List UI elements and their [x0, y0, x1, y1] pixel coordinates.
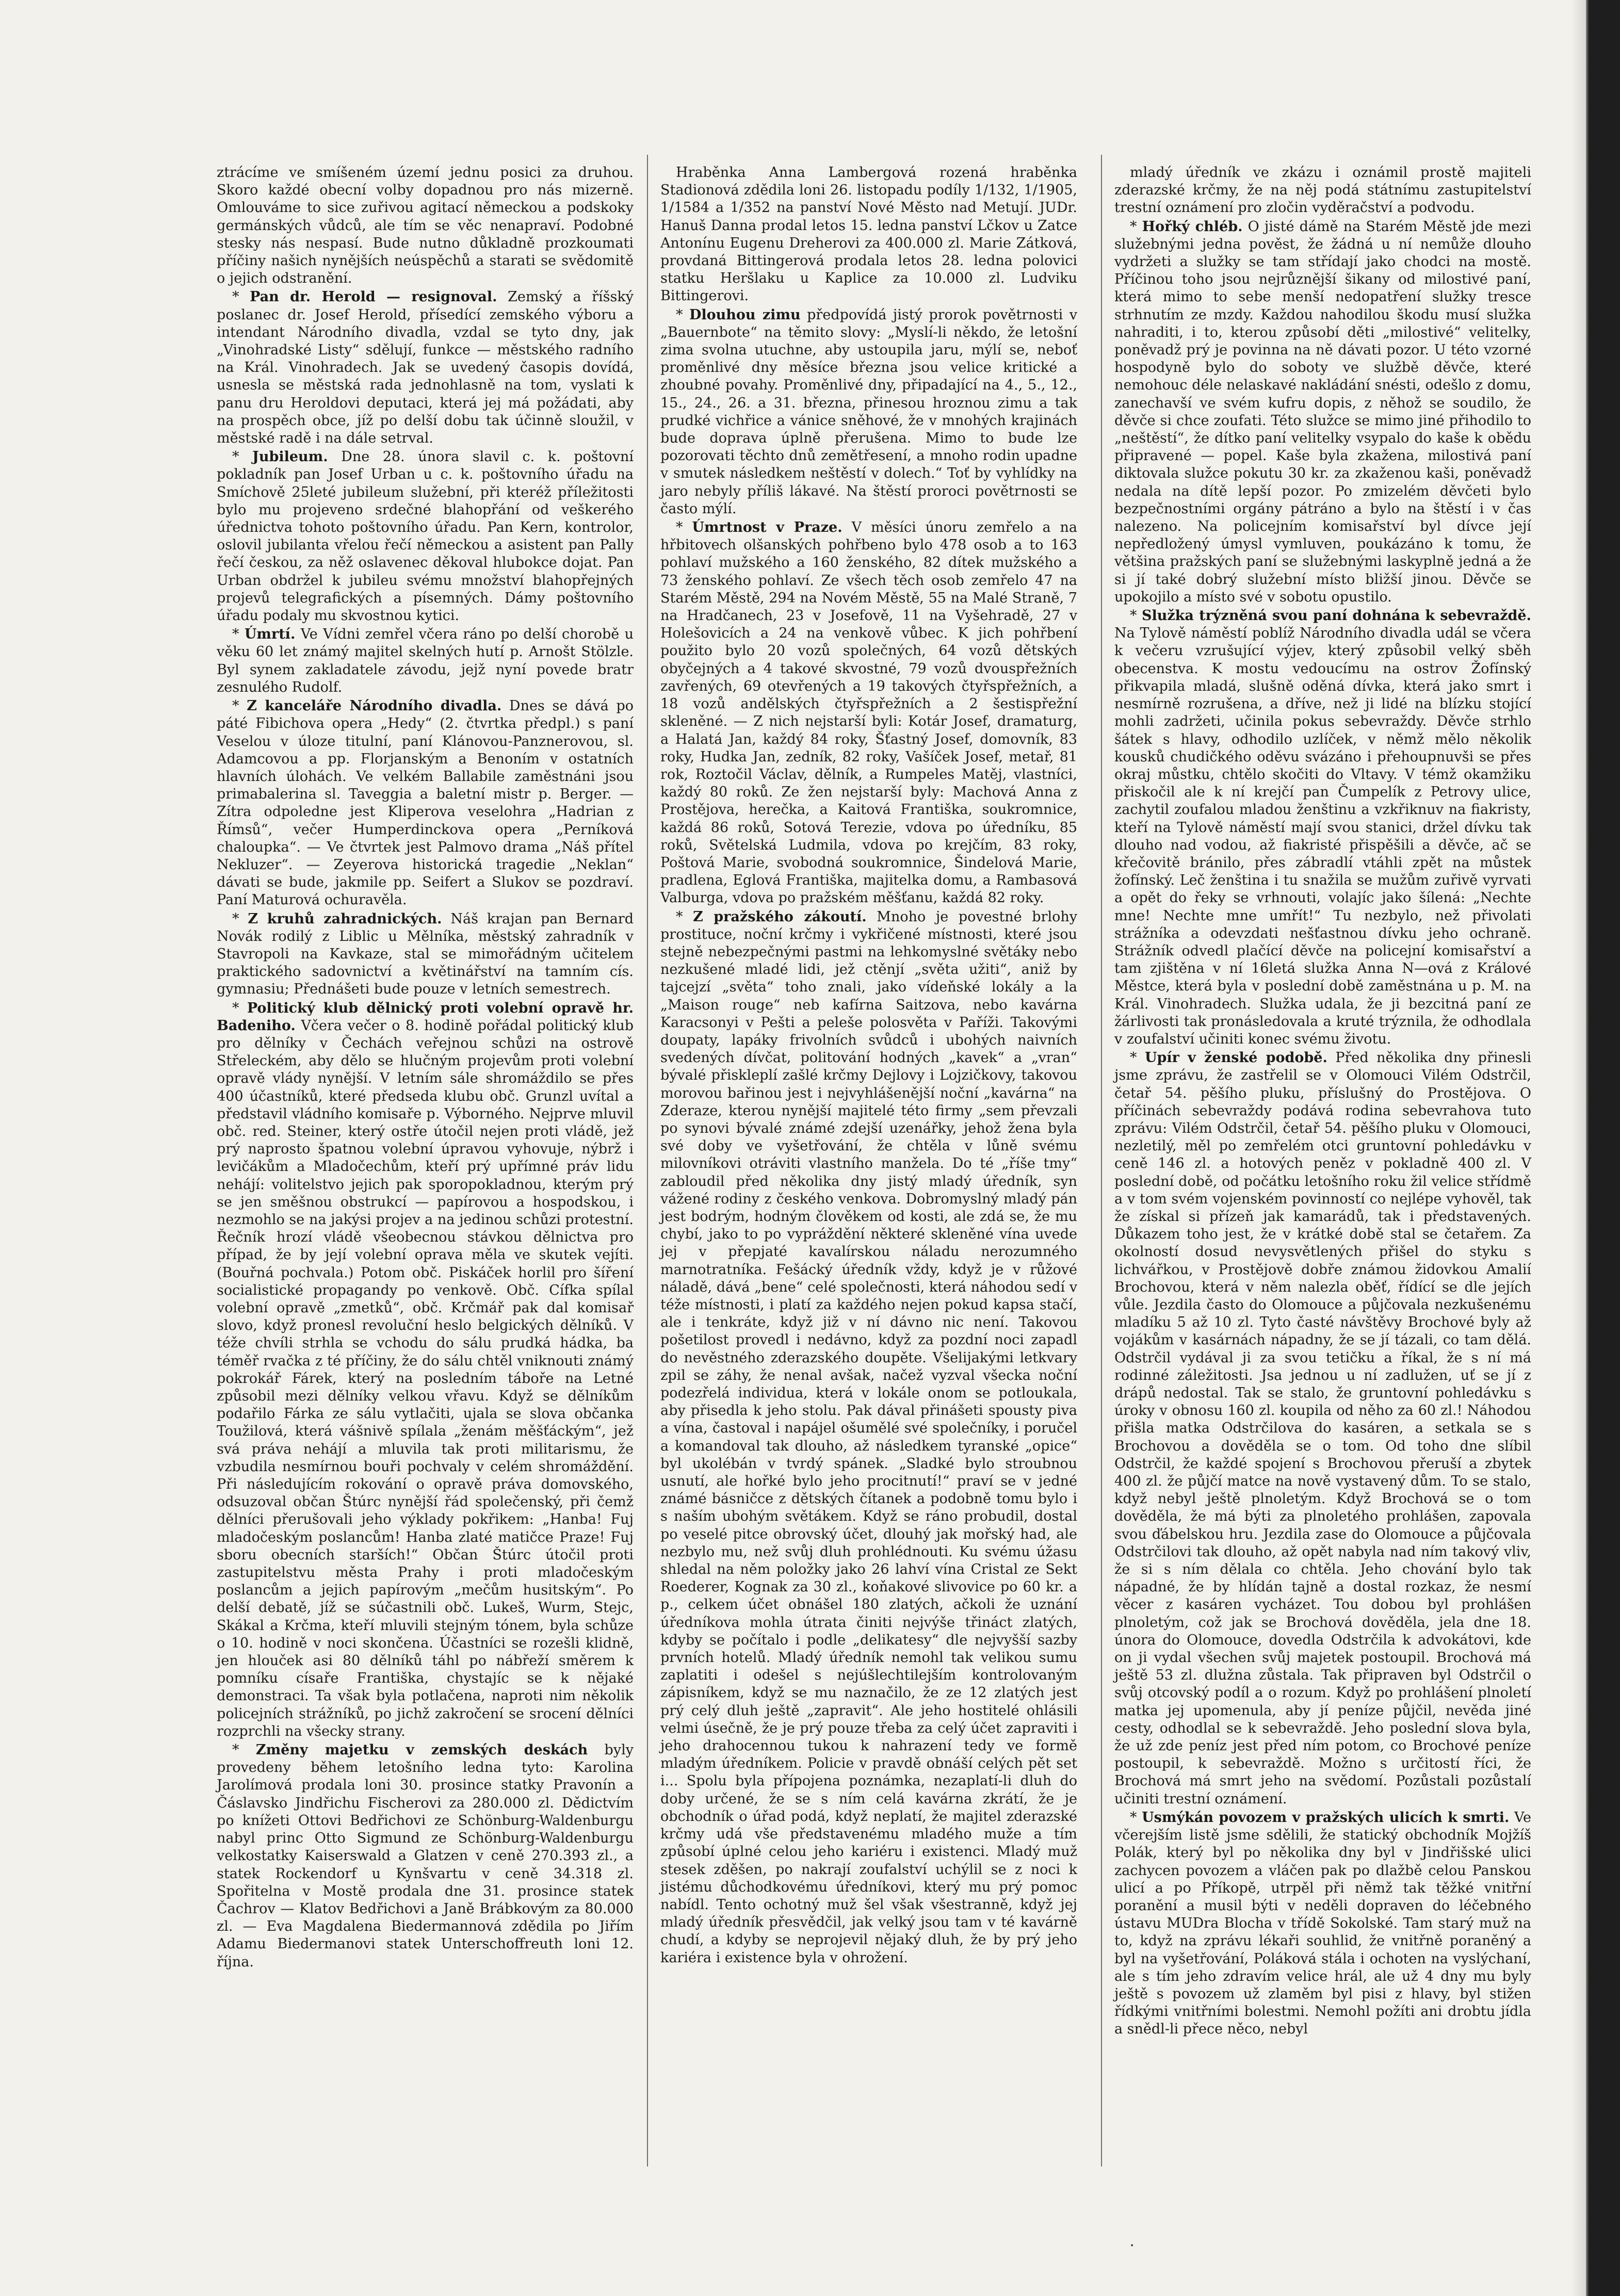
news-item-headline: Z pražského zákoutí.	[693, 908, 867, 925]
news-item-headline: Hořký chléb.	[1142, 218, 1243, 235]
column-divider	[1101, 155, 1102, 2167]
news-item-text: mladý úředník ve zkázu i oznámil prostě majiteli zderazské krčmy, že na něj podá státnímu zastupitelství trestní oznámení pro zločin vyděračství a podvodu.	[1114, 165, 1531, 216]
news-item	[217, 626, 634, 696]
news-item-bullet: *	[1130, 608, 1142, 624]
news-item-bullet: *	[232, 289, 250, 305]
news-item-headline: Změny majetku v zemských deskách	[255, 1742, 588, 1758]
news-item-text: Před několika dny přinesli jsme zprávu, že zastřelil se v Olomouci Vilém Odstrčil, četař 54. pěšího pluku, příslušný do Prostějova. O příčinách sebevraždy podává rodina sebevrahova tuto zprávu: Vilém Odstrčil, četař 54. pěšího pluku v Olomouci, nezletilý, měl po zemřelém otci gruntovní pohledávku v ceně 146 zl. a hotových peněz v pokladně 400 zl. V poslední době, od počátku letošního roku žil velice střídmě a v tom svém vojenském povinností co nejlépe vyhověl, tak že získal si přízeň jak kamarádů, tak i představených. Důkazem toho jest, že v krátké době stal se četařem. Za okolností dosud nevysvětlených přišel do styku s lichvářkou, v Prostějově dobře známou židovkou Amalií Brochovou, která v něm nalezla oběť, řídící se dle jejích vůle. Jezdila často do Olomouce a půjčovala nezkušenému mladíku 5 až 10 zl. Tyto časté návštěvy Brochové byly až vojákům v kasárnách nápadny, že se jí tázali, co tam dělá. Odstrčil vydával ji za svou tetičku a říkal, že s ní má rodinné záležitosti. Jsa jednou u ní zadlužen, uť se jí z drápů nedostal. Tak se stalo, že gruntovní pohledávku s úroky v obnosu 160 zl. koupila od něho za 60 zl.! Náhodou přišla matka Odstrčilova do kasáren, a setkala se s Brochovou a dověděla se o tom. Od toho dne slíbil Odstrčil, že každé spojení s Brochovou přeruší a zbytek 400 zl. že půjčí matce na nově vystavený dům. To se stalo, když nebyl ještě plnoletým. Když Brochová se o tom dověděla, že má býti za plnoletého prohlášen, zapovala svou ďábelskou hru. Jezdila zase do Olomouce a půjčovala Odstrčilovi tak dlouho, až opět nabyla nad ním takový vliv, že si s ním dělala co chtěla. Jeho chování bylo tak nápadné, že by hlídán tajně a dostal rozkaz, že nesmí věcer z kasáren vycházet. Tou dobou byl prohlášen plnoletým, což jak se Brochová dověděla, jela dne 18. února do Olomouce, dovedla Odstrčila k advokátovi, kde on ji vydal všechen svůj majetek postoupil. Brochová má ještě 53 zl. dlužna zůstala. Tak připraven byl Odstrčil o svůj otcovský podíl a o rozum. Když po prohlášení plnoletí matka jej upomenula, aby jí peníze půjčil, nevěda jiné cesty, odhodlal se k sebevraždě. Jeho poslední slova byla, že už zde peníz jest před ním potom, co Brochové peníze postoupil, k sebevraždě. Možno s určitostí říci, že Brochová má smrt jeho na svědomí. Pozůstali pozůstalí učiniti trestní oznámení.	[1114, 1050, 1531, 1807]
article-column-3	[1114, 164, 1531, 2039]
news-item-text: předpovídá jistý prorok povětrnosti v „Bauernbote“ na těmito slovy: „Myslí-li někdo, že letošní zima svolna utuchne, aby ustoupila jaru, mýlí se, neboť proměnlivé dny měsíce března jsou velice kritické a zhoubné povahy. Proměnlivé dny, připadající na 4., 5., 12., 15., 24., 26. a 31. března, přinesou hroznou zimu a tak prudké vichřice a vánice sněhové, že v mnohých krajinách bude doprava úplně přerušena. Mimo to bude lze pozorovati těchto dnů zemětřesení, a mnoho rodin upadne v smutek následkem neštěstí v dolech.“ Toť by vyhlídky na jaro nebyly příliš lákavé. Na štěstí proroci povětrnosti se často mýlí.	[660, 306, 1077, 517]
news-item	[660, 164, 1077, 305]
news-item	[1114, 1809, 1531, 2039]
news-item	[217, 164, 634, 287]
news-item-text: byly provedeny během letošního ledna tyto: Karolina Jarolímová prodala loni 30. prosince statky Pravonín a Čáslavsko Jindřichu Fischerovi za 280.000 zl. Dědictvím po knížeti Ottovi Bedřichovi ze Schönburg-Waldenburgu nabyl princ Otto Sigmund ze Schönburg-Waldenburgu velkostatky Kaiserswald a Glatzen v ceně 270.393 zl., a statek Rockendorf u Kynšvartu v ceně 34.318 zl. Spořitelna v Mostě prodala dne 31. prosince statek Čachrov — Klatov Bedřichovi a Janě Brábkovým za 80.000 zl. — Eva Magdalena Biedermannová zdědila po Jiřím Adamu Biedermanovi statek Unterschoffreuth loni 12. října.	[217, 1742, 634, 1970]
news-item	[217, 448, 634, 625]
page-gutter-shadow	[1570, 0, 1586, 2296]
news-item	[1114, 218, 1531, 606]
news-item-text: Dnes se dává po páté Fibichova opera „Hedy“ (2. čtvrtka předpl.) s paní Veselou v úloze titulní, paní Klánovou-Panznerovou, sl. Adamcovou a pp. Florjanským a Benoním v ostatních hlavních úlohách. Ve velkém Ballabile zaměstnáni jsou primabalerina sl. Taveggia a baletní mistr p. Berger. — Zítra odpoledne jest Kliperova veselohra „Hadrian z Římsů“, večer Humperdinckova opera „Perníková chaloupka“. — Ve čtvrtek jest Palmovo drama „Náš přítel Nekluzer“. — Zeyerova historická tragedie „Neklan“ dávati se bude, jakmile pp. Seifert a Slukov se pozdraví. Paní Maturová ochuravěla.	[217, 698, 634, 908]
news-item	[217, 288, 634, 447]
news-item	[660, 306, 1077, 518]
news-item-text: Hraběnka Anna Lambergová rozená hraběnka Stadionová zdědila loni 26. listopadu podíly 1/132, 1/1905, 1/1584 a 1/352 na panství Nové Město nad Metují. JUDr. Hanuš Danna prodal letos 15. ledna panství Lčkov u Zatce Antonínu Eugenu Dreherovi za 400.000 zl. Marie Zátková, provdaná Bittingerová prodala letos 28. ledna polovici statku Heršlaku u Kaplice za 10.000 zl. Ludviku Bittingerovi.	[660, 165, 1077, 304]
news-item-headline: Jubileum.	[252, 449, 328, 465]
news-item	[660, 908, 1077, 1967]
news-item-bullet: *	[676, 306, 689, 323]
scan-border	[1586, 0, 1620, 2296]
news-item-bullet: *	[232, 449, 253, 465]
news-item-headline: Z kruhů zahradnických.	[248, 910, 442, 927]
news-item-bullet: *	[676, 908, 693, 925]
news-item-text: Na Tylově náměstí poblíž Národního divadla udál se včera k večeru vzrušující výjev, který způsobil velký sběh obecenstva. K mostu vedoucímu na ostrov Žofínský přikvapila mladá, slušně oděná dívka, která jako smrt i nesmírně rozrušena, a dříve, než ji lidé na blízku stojící mohli zadržeti, učinila pokus sebevraždy. Děvče strhlo šátek s hlavy, odhodilo uzlíček, v němž mělo několik kousků chudičkého oděvu svázáno i přehoupnuvši se přes okraj můstku, chtělo skočiti do Vltavy. V témž okamžiku přiskočil ale k ní krejčí pan Čumpelík z Petrovy ulice, zachytil zoufalou mladou ženštinu a vzkřiknuv na fiakristy, kteří na Tylově náměstí mají svou stanici, držel dívku tak dlouho nad vodou, až fiakristé přispěšili a děvče, ač se křečovitě bránilo, přes zábradlí vtáhli zpět na můstek žofínský. Leč ženština i tu snažila se mužům zuřivě vyrvati a opět do řeky se vrhnouti, volajíc jako šílená: „Nechte mne! Nechte mne umřít!“ Tu nezbylo, než přivolati strážníka a odevzdati nešťastnou dívku jeho ochraně. Strážník odvedl plačící děvče na policejní komisařství a tam zjištěna v ní 16letá služka Anna N—ová z Králové Městce, která byla v poslední době zaměstnána u p. M. na Král. Vinohradech. Služka udala, že ji bezcitná paní ze žárlivosti tak pronásledovala a kruté trýznila, že odhodlala v zoufalství učiniti konec svému životu.	[1114, 625, 1531, 1047]
news-item	[217, 1741, 634, 1971]
news-item-text: Ve včerejším listě jsme sdělili, že statický obchodník Mojžíš Polák, který byl po několika dny byl v Jindřišské ulici zachycen povozem a vláčen pak po dlažbě celou Panskou ulicí a po Příkopě, utrpěl při němž tak těžké vnitřní poranění a musil býti v neděli dopraven do léčebného ústavu MUDra Blocha v třídě Sokolské. Tam starý muž na to, když na zprávu lékaři souhlid, že vnitřně poraněný a byl na vyšetřování, Poláková stála i ochoten na vyslýchaní, ale s tím jeho zdravím velice hrál, ale už 4 dny mu byly ještě s povozem už zlaměm byl pisi z hlavy, byl stižen řídkými vnitřními bolestmi. Nemohl požíti ani drobtu jídla a snědl-li přece něco, nebyl	[1114, 1809, 1531, 2038]
news-item-text: Mnoho je povestné brlohy prostituce, noční krčmy i vykřičené místnosti, které jsou stejně nebezpečnými pastmi na lehkomyslné světáky nebo nezkušené mladé lidi, jež ctěnjí „světa užiti“, aniž by tajcejzí „světa“ toho znali, jako vídeňské lokály a la „Maison rouge“ neb kafírna Saitzova, nebo kavárna Karacsonyi v Pešti a peleše polosvěta v Paříži. Takovými doupaty, lapáky frivolních svůdců i ubohých naivních svedených dívčat, politování hodných „kavek“ a „vran“ bývalé přiskleplí zašlé krčmy Dejlovy i Lojzičkovy, takovou morovou bařinou jest i nejvyhlášenější noční „kavárna“ na Zderaze, kterou nynější majitelé této firmy „sem převzali po synovi bývalé známé zdejší uzenářky, jehož žena byla své doby ve vyšetřování, že chtěla v lůně svému milovníkovi otráviti vlastního manžela. Do té „říše tmy“ zabloudil před několika dny jistý mladý úředník, syn vážené rodiny z českého venkova. Dobromyslný mladý pán jest bodrým, hodným člověkem od kosti, ale zdá se, že mu chybí, jako to po vypráždění některé skleněné vína uvede jej v přepjaté kavalírskou náladu nerozumného marnotratníka. Fešácký úředník vždy, když je v růžové náladě, dává „bene“ celé společnosti, která náhodou sedí v téže místnosti, i platí za každého nejen pokud kapsa stačí, ale i tenkráte, když již v ní dávno nic není. Takovou pošetilost provedl i nedávno, když za pozdní noci zapadl do nevěstného zderazského doupěte. Všelijakými letkvary zpil se záhy, že nenal avšak, načež vyzval všecka noční podezřelá individua, která v lokále onom se potloukala, aby přisedla k jeho stolu. Pak dával přinášeti spousty piva a vína, častoval i napájel ošumělé své společníky, i poručel a komandoval tak dlouho, až následkem tyranské „opice“ byl ukolébán v tvrdý spánek. „Sladké bylo stroubnou usnutí, ale hořké bylo jeho procitnutí!“ praví se v jedné známé básničce z dětských čítanek a podobně tomu bylo i s naším ubohým světákem. Když se ráno probudil, dostal po veselé pitce obrovský účet, dlouhý jak mořský had, ale nezbylo mu, než svůj dluh prohlédnouti. Ku svému úžasu shledal na něm položky jako 26 lahví vína Cristal ze Sekt Roederer, Kognak za 30 zl., koňakové slivovice po 60 kr. a p., celkem účet obnášel 180 zlatých, ačkoli že uznání úředníkova mohla útrata činiti nejvýše třináct zlatých, kdyby se počítalo i podle „delikatesy“ dle nejvyšší sazby prvních hotelů. Mladý úředník nemohl tak velikou sumu zaplatiti i odešel s nejúšlechtilejším kontrolovaným zápisníkem, když se mu naznačilo, že ze 12 zlatých jest prý celý dluh ještě „zapravit“. Ale jeho hostitelé ohlásili velmi úsečně, že je prý pouze třeba za celý účet zapraviti i jeho drahocennou tukou k nahrazení tedy ve formě mladým úředníkem. Policie v pravdě obnáší celých pět set i... Spolu byla přípojena poznámka, nezaplatí-li dluh do doby určené, že se s ním celá kavárna zkrátí, že je obchodník o úřad podá, když neplatí, že majitel zderazské krčmy udá vše představenému mladého muže a tím způsobí úplné celou jeho kariéru i existenci. Mladý muž stesek zděšen, po nakrají zoufalství uchýlil se z noci k jistému důchodkovému úředníkovi, který mu prý pomoc nabídl. Tento ochotný muž šel však všestranně, když jej mladý úředník přesvědčil, jak velký jsou tam v té kavárně chudí, a kdyby se neprojevil nějaký dluh, že by prý jeho kariéra i existence byla v ohrožení.	[660, 908, 1077, 1966]
news-item-headline: Úmrtí.	[244, 626, 296, 643]
news-item-headline: Dlouhou zimu	[689, 306, 801, 323]
news-item	[1114, 607, 1531, 1048]
news-item-text: O jisté dámě na Starém Městě jde mezi služebnými jedna pověst, že žádná u ní nemůže dlouho vydržeti a služky se tam střídají jako chodci na mostě. Příčinou toho jsou nejrůznější šikany od milostivé paní, která mimo to sebe menší nedopatření služky tresce strhnutím ze mzdy. Každou nahodilou škodu musí služka nahraditi, i to, kterou způsobí děti „milostivé“ velitelky, poněvadž prý je povinna na ně dávati pozor. U této vzorné hospodyně bylo do soboty ve službě děvče, které nemohouc déle nelaskavé nakládání snésti, odešlo z domu, zanechavší ve svém kufru dopis, z něhož se soudilo, že děvče si chce zoufati. Této služce se mimo jiné přihodilo to „neštěstí“, že dítko paní velitelky vsypalo do kaše k obědu připravené — popel. Kaše byla zkažena, milostivá paní diktovala služce pokutu 30 kr. za zkaženou kaši, poněvadž nedala na dítě lepší pozor. Po zmizelém děvčeti bylo bezpečnostními orgány pátráno a bylo na štěstí i v čas nalezeno. Na policejním komisařství byl dívce její nepředložený úmysl vymluven, poukázáno k tomu, že většina pražských paní se služebnými laskyplně jedná a že si jí také dobrý služební místo bližší jinou. Děvče se upokojilo a místo své v sobotu opustilo.	[1114, 218, 1531, 605]
news-item-bullet: *	[676, 519, 692, 536]
news-item-bullet: *	[232, 1000, 247, 1016]
article-column-2	[660, 164, 1077, 1967]
news-item-bullet: *	[232, 1742, 256, 1758]
news-item-bullet: *	[232, 626, 245, 643]
news-item-headline: Pan dr. Herold — resignoval.	[250, 289, 497, 305]
page-speck: •	[1130, 2242, 1135, 2250]
news-item	[1114, 1049, 1531, 1808]
news-item-headline: Služka trýzněná svou paní dohnána k sebevraždě.	[1141, 608, 1531, 624]
news-item-bullet: *	[232, 910, 248, 927]
news-item	[217, 697, 634, 909]
news-item-headline: Úmrtnost v Praze.	[692, 519, 843, 536]
news-item-headline: Z kanceláře Národního divadla.	[247, 698, 502, 714]
news-item-headline: Politický klub dělnický proti volební opravě hr. Badeniho.	[217, 1000, 634, 1034]
news-item-bullet: *	[1130, 1809, 1142, 1826]
news-item	[660, 519, 1077, 907]
news-item-text: Včera večer o 8. hodině pořádal politický klub pro dělníky v Čechách veřejnou schůzi na ostrově Střeleckém, aby dělo se hlučným projevům proti volební opravě vlády nynější. V letním sále shromáždilo se přes 400 účastníků, které předseda klubu obč. Grunzl uvítal a představil vládního komisaře p. Výborného. Nejprve mluvil obč. red. Steiner, který ostře útočil nejen proti vládě, jež prý naprosto špatnou volební úpravou vyhovuje, nýbrž i levičákům a Mladočechům, kteří prý upřímné práv lidu nehájí: volitelstvo jejich pak sporopokladnou, kterým prý se jen směšnou obstrukcí — papírovou a hospodskou, i nezmohlo se na jakýsi projev a na jedinou schůzi protestní. Řečník hrozí vládě všeobecnou stávkou dělnictva pro případ, že by její volební oprava měla ve skutek vejíti. (Bouřná pochvala.) Potom obč. Piskáček horlil pro šíření socialistické propagandy po venkově. Obč. Cífka spílal volební opravě „zmetků“, obč. Krčmář pak dal komisař slovo, když pronesl revoluční heslo belgických dělníků. V téže chvíli strhla se vchodu do sálu prudká hádka, ba téměř rvačka z té příčiny, že do sálu chtěl vniknouti známý pokrokář Fárek, který na posledním táboře na Letné způsobil mezi dělníky velkou vřavu. Když se dělníkům podařilo Fárka ze sálu vytlačiti, ujala se slova občanka Toužilová, která vášnivě spílala „ženám měšťáckým“, jež svá práva nehájí a mluvila tak proti militarismu, že vzbudila nesmírnou bouři pochvaly v celém shromáždění. Při následujícím rokování o opravě práva domovského, odsuzoval občan Štúrc nynější řád společenský, při čemž dělníci přerušovali jeho výklady pokřikem: „Hanba! Fuj mladočeským poslancům! Hanba zlaté matičce Praze! Fuj sboru obecních starších!“ Občan Štúrc útočil proti zastupitelstvu města Prahy i proti mladočeským poslancům a jejich papírovým „mečům husitským“. Po delší debatě, jíž se súčastnili obč. Lukeš, Wurm, Stejc, Skákal a Krčma, kteří mluvili stejným tónem, byla schůze o 10. hodině v noci skončena. Účastníci se rozešli klidně, jen hlouček asi 80 dělníků táhl po nábřeží směrem k pomníku císaře Františka, chystajíc se k nějaké demonstraci. Ta však byla potlačena, naproti nim několik policejních strážníků, po jichž zakročení se srocení dělníci rozprchli na všecky strany.	[217, 1017, 634, 1739]
news-item-text: V měsíci únoru zemřelo a na hřbitovech olšanských pohřbeno bylo 478 osob a to 163 pohlaví mužského a 160 ženského, 82 dítek mužského a 73 ženského pohlaví. Ze všech těch osob zemřelo 47 na Starém Městě, 294 na Novém Městě, 55 na Malé Straně, 7 na Hradčanech, 23 v Josefově, 11 na Vyšehradě, 27 v Holešovicích a 24 na venkově vůbec. K jich pohřbení použito bylo 20 vozů společných, 64 vozů dětských obyčejných a 4 takové skvostné, 79 vozů dvouspřežních zavřených, 69 otevřených a 19 takových čtyřspřežních, a 18 vozů andělských čtyřspřežních a 2 šestispřežní skleněné. — Z nich nejstarší byli: Kotár Josef, dramaturg, a Halatá Jan, každý 84 roky, Šťastný Josef, domovník, 83 roky, Hudka Jan, zedník, 82 roky, Vašíček Josef, metař, 81 rok, Roztočil Václav, dělník, a Rumpeles Matěj, vlastníci, každý 80 roků. Ze žen nejstarší byly: Machová Anna z Prostějova, herečka, a Kaitová Františka, soukromnice, každá 86 roků, Sotová Terezie, vdova po úředníku, 85 roků, Světelská Ludmila, vdova po krejčím, 83 roky, Poštová Marie, svobodná soukromnice, Šindelová Marie, pradlena, Eglová Františka, majitelka domu, a Rambasová Valburga, vdova po pražském měšťanu, každá 82 roky.	[660, 519, 1077, 906]
news-item	[217, 1000, 634, 1741]
news-item-headline: Usmýkán povozem v pražských ulicích k smrti.	[1142, 1809, 1510, 1826]
news-item-headline: Upír v ženské podobě.	[1144, 1050, 1327, 1066]
article-column-1	[217, 164, 634, 1971]
news-item-text: Dne 28. února slavil c. k. poštovní pokladník pan Josef Urban u c. k. poštovního úřadu na Smíchově 25leté jubileum služební, při kteréž příležitosti bylo mu projeveno srdečné blahopřání od veškerého úřednictva tohoto poštovního úřadu. Pan Kern, kontrolor, oslovil jubilanta vřelou řečí německou a asistent pan Pally řečí českou, za něž oslavenec děkoval hlubokce dojat. Pan Urban obdržel k jubileu svému množství blahopřejných projevů telegrafických a písemných. Dámy poštovního úřadu podaly mu skvostnou kytici.	[217, 449, 634, 624]
news-item-bullet: *	[1130, 1050, 1145, 1066]
column-divider	[647, 155, 648, 2167]
news-item-text: Náš krajan pan Bernard Novák rodilý z Liblic u Mělníka, městský zahradník v Stavropoli na Kavkaze, stal se mimořádným učitelem praktického sadovnictví a květinářství na tamním cís. gymnasiu; Přednášeti bude pouze v letních semestrech.	[217, 910, 634, 998]
news-item	[217, 910, 634, 999]
news-item-text: Ve Vídni zemřel včera ráno po delší chorobě u věku 60 let známý majitel skelných hutí p. Arnošt Stölzle. Byl synem zakladatele závodu, jejž nyní povede bratr zesnulého Rudolf.	[217, 626, 634, 695]
news-item-text: Zemský a říšský poslanec dr. Josef Herold, přísedící zemského výboru a intendant Národního divadla, vzdal se tyto dny, jak „Vinohradské Listy“ sdělují, funkce — městského radního na Král. Vinohradech. Jak se uvedený časopis dovídá, usnesla se městská rada jednohlasně na tom, vyslati k panu dru Heroldovi deputaci, která jej má požádati, aby na prospěch obce, jíž po delší dobu tak účinně sloužil, v městské radě i na dále setrval.	[217, 289, 634, 447]
news-item	[1114, 164, 1531, 217]
news-item-bullet: *	[1130, 218, 1142, 235]
news-item-text: ztrácíme ve smíšeném území jednu posici za druhou. Skoro každé obecní volby dopadnou pro nás mizerně. Omlouváme to sice zuřivou agitací německou a podskoky germánských vůdců, ale tím se věc nenapraví. Podobné stesky nás nespasí. Bude nutno důkladně prozkoumati příčiny našich nynějších neúspěchů a starati se svědomitě o jejich odstranění.	[217, 165, 634, 287]
news-item-bullet: *	[232, 698, 247, 714]
